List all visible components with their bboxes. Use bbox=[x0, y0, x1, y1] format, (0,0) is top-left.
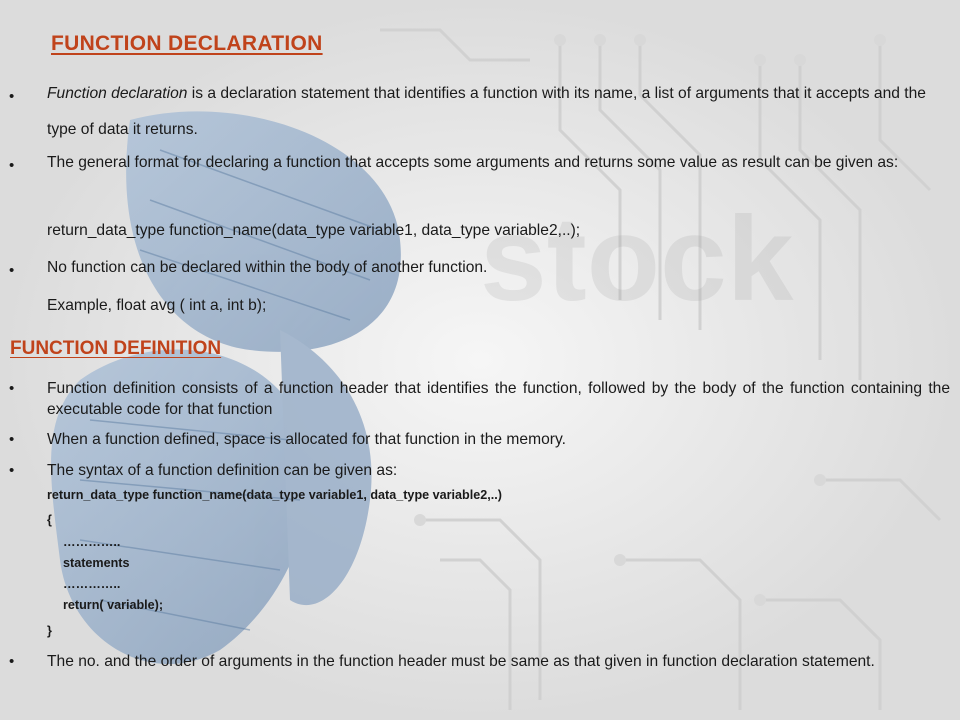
definition-bullet-1: Function definition consists of a function header that identifies the function, followed by the body of the function containing the executable code for that function bbox=[47, 380, 950, 418]
code-dots-line-1: ………….. bbox=[63, 535, 121, 549]
section-title-function-definition: FUNCTION DEFINITION bbox=[10, 338, 222, 359]
svg-text:stock: stock bbox=[480, 192, 794, 326]
code-statements-line: statements bbox=[63, 556, 130, 570]
section-title-function-declaration: FUNCTION DECLARATION bbox=[51, 32, 323, 55]
bullet-icon: • bbox=[9, 88, 15, 105]
code-return-line: return( variable); bbox=[63, 598, 164, 612]
declaration-bullet-1 bbox=[47, 76, 950, 148]
definition-bullet-4: The no. and the order of arguments in the function header must be same as that given in function declaration statement. bbox=[47, 653, 875, 670]
declaration-example: Example, float avg ( int a, int b); bbox=[47, 297, 267, 314]
bullet-icon: • bbox=[9, 653, 15, 670]
declaration-bullet-2: The general format for declaring a function that accepts some arguments and returns some value as result can be given as: bbox=[47, 154, 899, 171]
bullet-icon: • bbox=[9, 462, 15, 479]
definition-bullet-3: The syntax of a function definition can be given as: bbox=[47, 462, 398, 479]
bullet-icon: • bbox=[9, 262, 15, 279]
code-close-brace: } bbox=[47, 624, 52, 638]
declaration-bullet-3: No function can be declared within the body of another function. bbox=[47, 259, 488, 276]
code-open-brace: { bbox=[47, 513, 52, 527]
bullet-icon: • bbox=[9, 431, 15, 448]
declaration-format-line: return_data_type function_name(data_type variable1, data_type variable2,..); bbox=[47, 222, 581, 239]
declaration-bullet-1-text: is a declaration statement that identifies a function with its name, a list of arguments that it accepts and the type of data it returns. bbox=[47, 85, 926, 138]
code-dots-line-2: ………….. bbox=[63, 577, 121, 591]
bullet-icon: • bbox=[9, 157, 15, 174]
bullet-icon: • bbox=[9, 380, 15, 397]
code-header-line: return_data_type function_name(data_type variable1, data_type variable2,..) bbox=[47, 488, 502, 502]
declaration-term: Function declaration bbox=[47, 85, 188, 102]
definition-bullet-2: When a function defined, space is allocated for that function in the memory. bbox=[47, 431, 566, 448]
